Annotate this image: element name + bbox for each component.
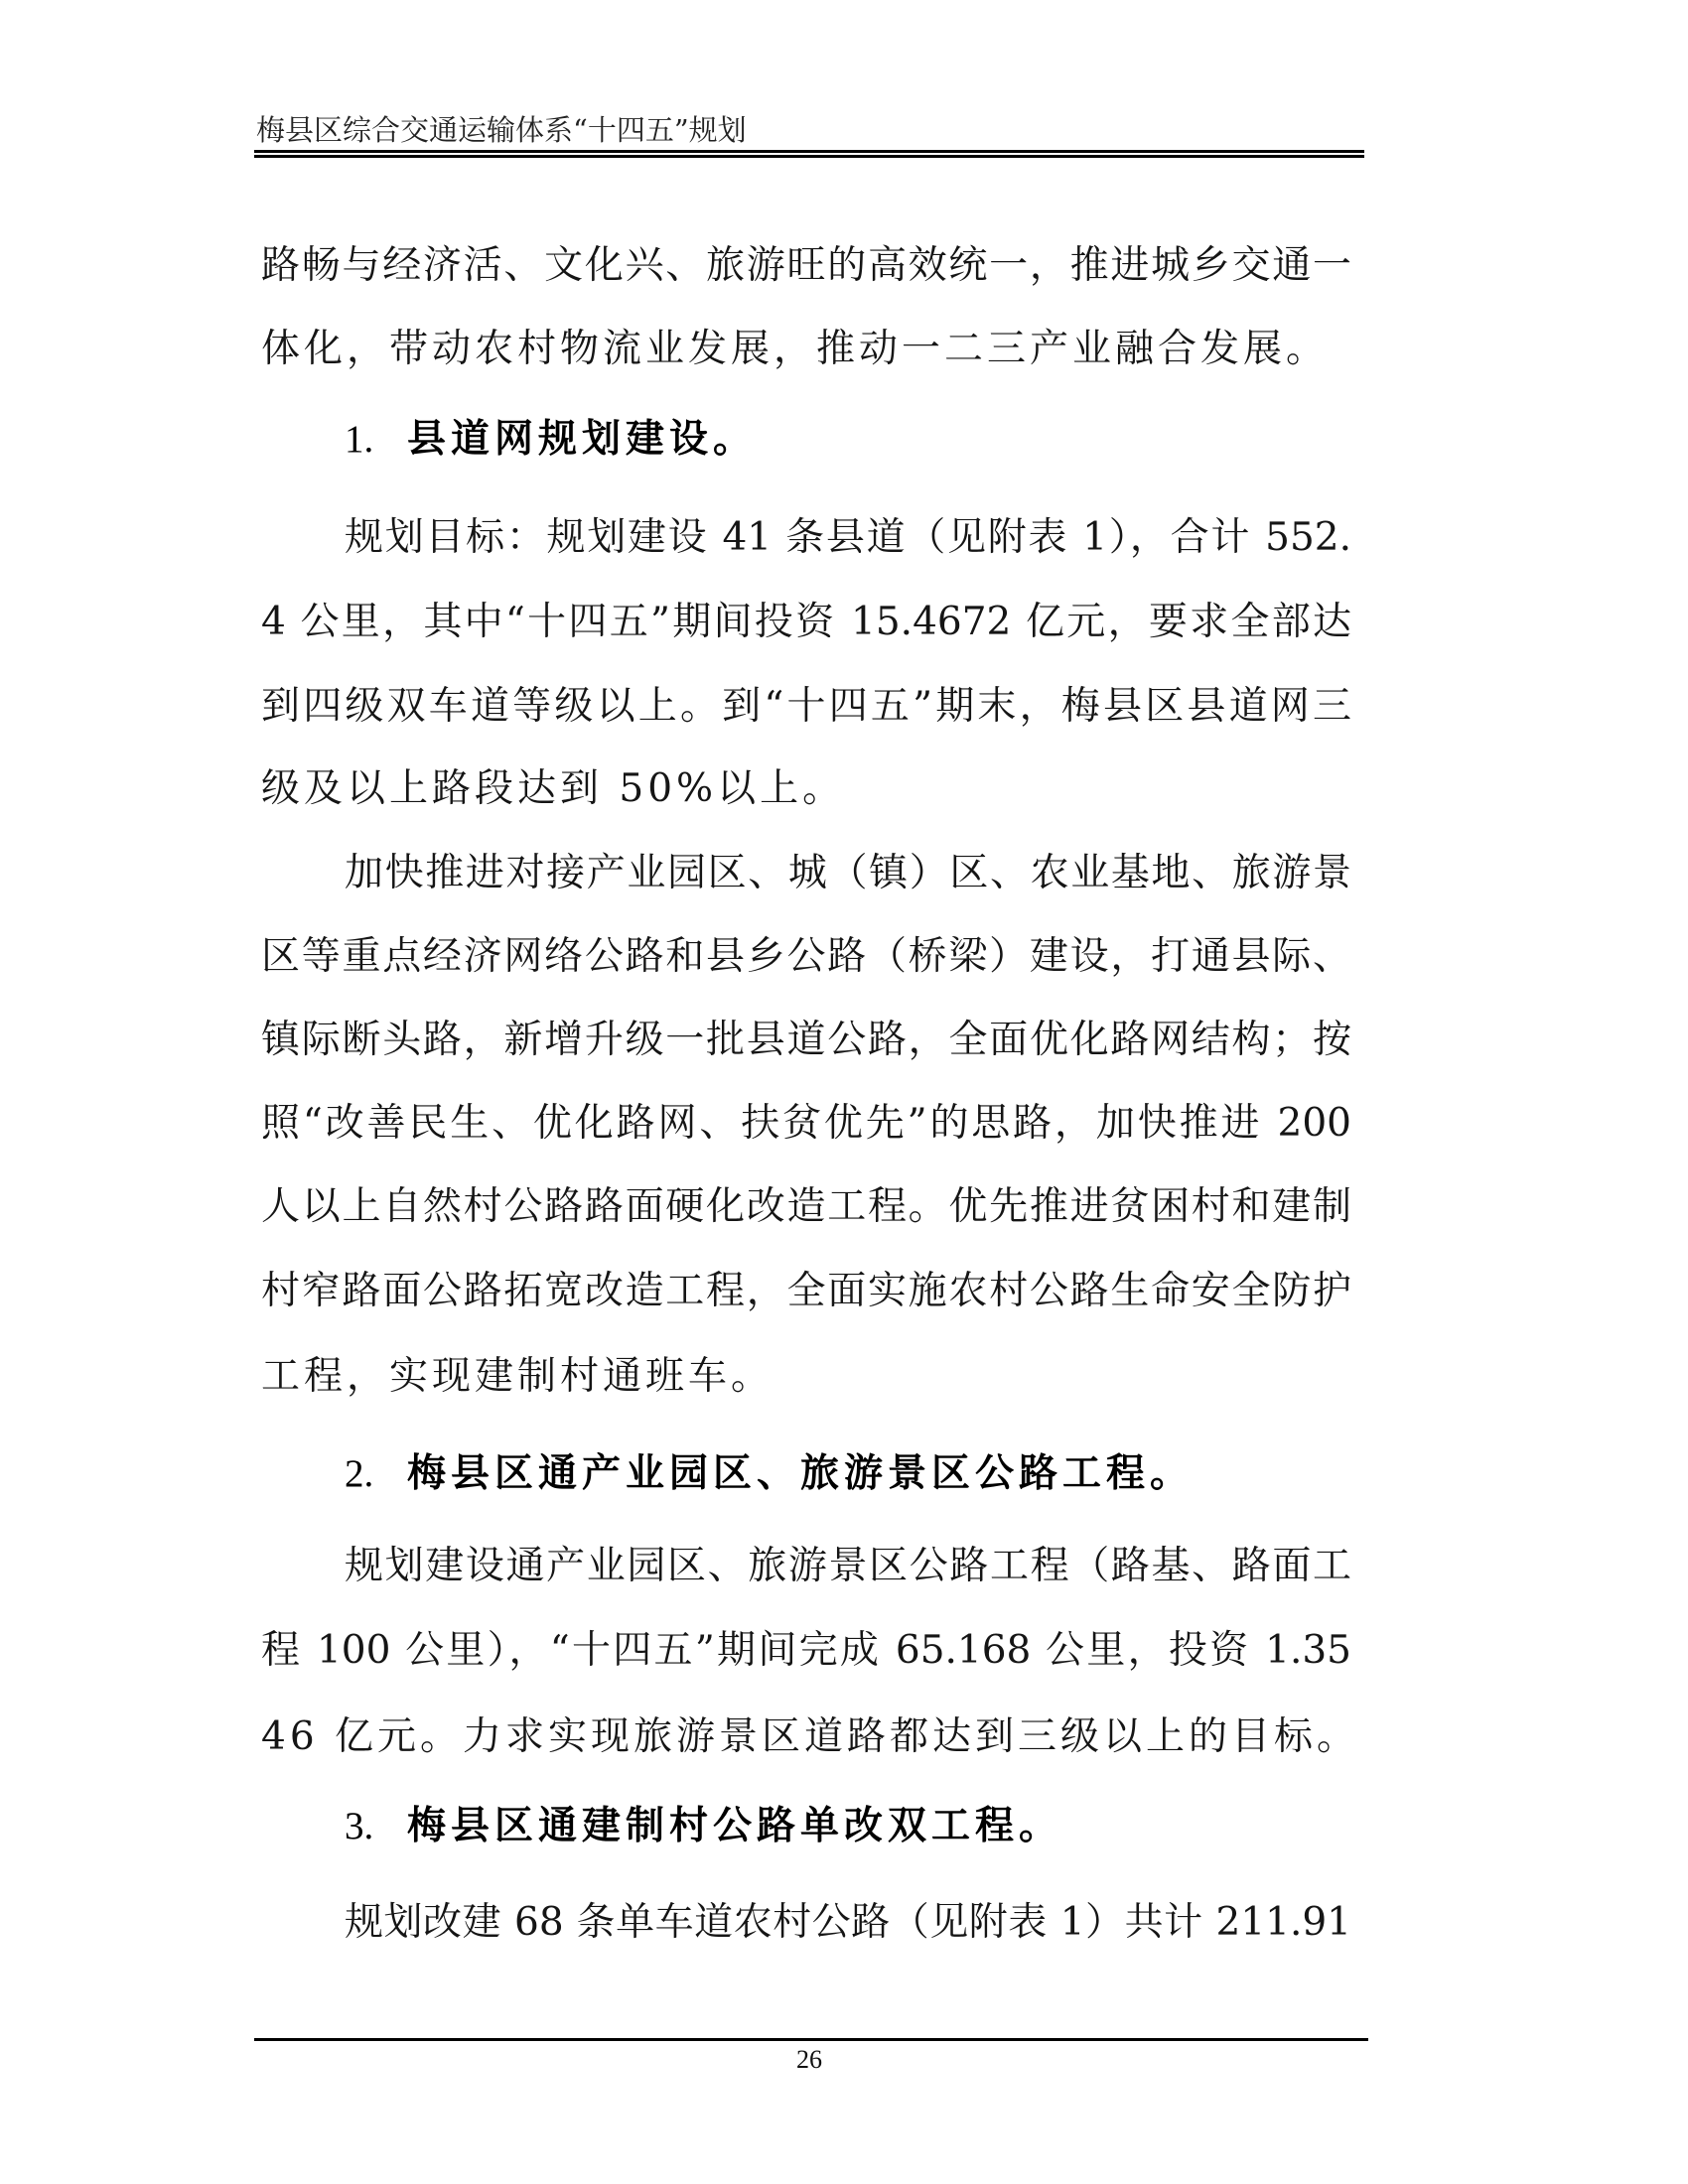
body-line: 规划目标：规划建设 41 条县道（见附表 1），合计 552. bbox=[345, 515, 1351, 560]
body-line: 镇际断头路，新增升级一批县道公路，全面优化路网结构；按 bbox=[261, 1018, 1351, 1062]
body-line: 4 公里，其中“十四五”期间投资 15.4672 亿元，要求全部达 bbox=[261, 600, 1351, 644]
section-heading-1 bbox=[345, 415, 757, 465]
body-line: 程 100 公里），“十四五”期间完成 65.168 公里，投资 1.35 bbox=[261, 1628, 1351, 1673]
body-line: 人以上自然村公路路面硬化改造工程。优先推进贫困村和建制 bbox=[261, 1184, 1351, 1229]
body-line: 体化，带动农村物流业发展，推动一二三产业融合发展。 bbox=[261, 327, 1330, 371]
body-line: 区等重点经济网络公路和县乡公路（桥梁）建设，打通县际、 bbox=[261, 934, 1351, 979]
body-line: 工程，实现建制村通班车。 bbox=[261, 1354, 774, 1399]
section-number: 2. bbox=[345, 1452, 374, 1495]
running-header-title: 梅县区综合交通运输体系“十四五”规划 bbox=[256, 113, 747, 147]
section-title: 县道网规划建设。 bbox=[407, 417, 758, 462]
body-line: 级及以上路段达到 50%以上。 bbox=[261, 766, 846, 811]
section-heading-2 bbox=[345, 1449, 1194, 1499]
section-title: 梅县区通产业园区、旅游景区公路工程。 bbox=[407, 1451, 1195, 1496]
header-rule-lower bbox=[254, 155, 1364, 158]
header-rule-upper bbox=[254, 150, 1364, 153]
body-line: 加快推进对接产业园区、城（镇）区、农业基地、旅游景 bbox=[345, 851, 1351, 895]
footer-rule bbox=[254, 2038, 1368, 2041]
body-line: 照“改善民生、优化路网、扶贫优先”的思路，加快推进 200 bbox=[261, 1101, 1351, 1146]
section-heading-3 bbox=[345, 1802, 1062, 1851]
section-number: 3. bbox=[345, 1805, 374, 1847]
section-number: 1. bbox=[345, 418, 374, 461]
page-number: 26 bbox=[796, 2045, 822, 2074]
body-line: 到四级双车道等级以上。到“十四五”期末，梅县区县道网三 bbox=[261, 684, 1351, 729]
body-line: 路畅与经济活、文化兴、旅游旺的高效统一，推进城乡交通一 bbox=[261, 243, 1351, 288]
body-line: 规划建设通产业园区、旅游景区公路工程（路基、路面工 bbox=[345, 1544, 1351, 1588]
body-line: 46 亿元。力求实现旅游景区道路都达到三级以上的目标。 bbox=[261, 1714, 1360, 1759]
body-line: 规划改建 68 条单车道农村公路（见附表 1）共计 211.91 bbox=[345, 1900, 1351, 1945]
section-title: 梅县区通建制村公路单改双工程。 bbox=[407, 1804, 1063, 1848]
body-line: 村窄路面公路拓宽改造工程，全面实施农村公路生命安全防护 bbox=[261, 1269, 1351, 1313]
